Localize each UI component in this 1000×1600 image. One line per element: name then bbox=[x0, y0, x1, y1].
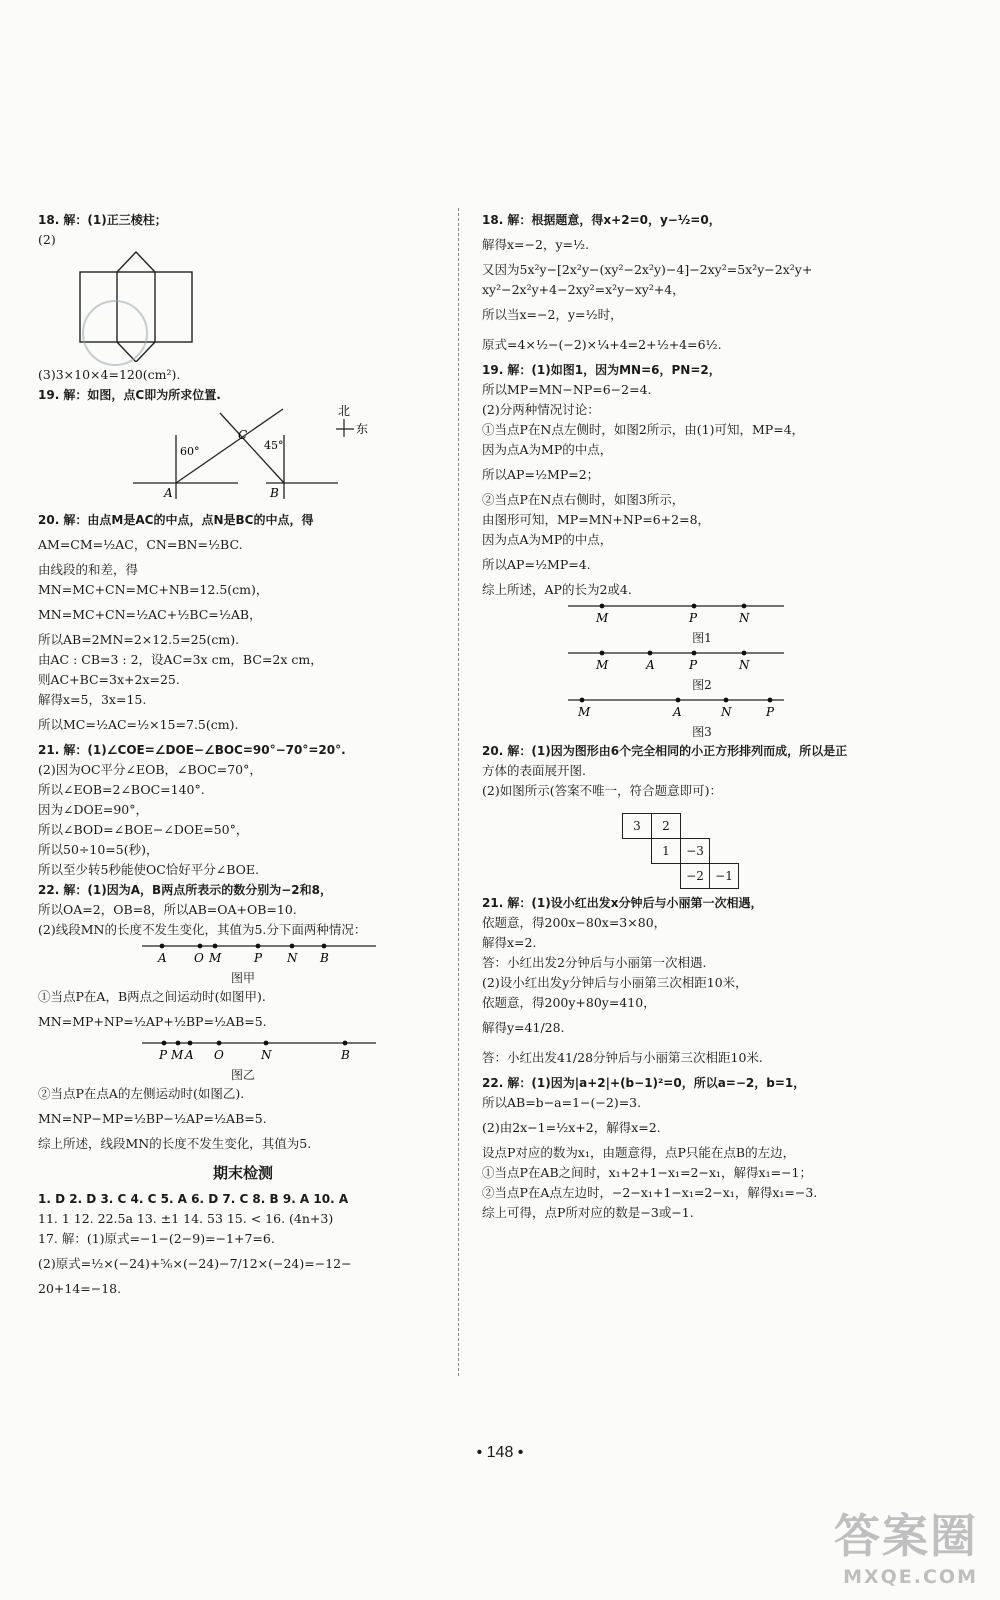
q20-line-7: 则AC+BC=3x+2x=25. bbox=[38, 672, 180, 687]
q22-line-5: ②当点P在点A的左侧运动时(如图乙). bbox=[38, 1086, 245, 1101]
r19-line-5: 所以AP=½MP=2； bbox=[482, 467, 600, 482]
q20-line-9: 所以MC=½AC=½×15=7.5(cm). bbox=[38, 717, 239, 732]
angle-a-label: 60° bbox=[180, 445, 200, 458]
figure-caption-jia: 图甲 bbox=[230, 971, 255, 985]
point-dot bbox=[648, 651, 653, 656]
point-dot bbox=[580, 698, 585, 703]
q20-line-4: MN=MC+CN=½AC+½BC=½AB， bbox=[38, 607, 262, 622]
compass-east-label: 东 bbox=[356, 422, 369, 436]
cube-net-figure bbox=[482, 801, 922, 893]
point-dot bbox=[198, 944, 203, 949]
q17-part2: (2)原式=½×(−24)+⅚×(−24)−7/12×(−24)=−12− bbox=[38, 1256, 352, 1271]
r20-line-2: (2)如图所示(答案不唯一，符合题意即可)： bbox=[482, 783, 722, 798]
point-dot bbox=[692, 651, 697, 656]
point-label: A bbox=[185, 1048, 194, 1062]
r19-line-8: 因为点A为MP的中点， bbox=[482, 532, 613, 547]
point-label: P bbox=[689, 611, 698, 625]
r21-line-4: (2)设小红出发y分钟后与小丽第三次相距10米， bbox=[482, 975, 748, 990]
watermark-site: MXQE.COM bbox=[843, 1566, 978, 1588]
q18-heading: 18. 解：(1)正三棱柱； bbox=[38, 213, 167, 227]
q20-line-3: MN=MC+CN=MC+NB=12.5(cm)， bbox=[38, 582, 269, 597]
empty-cell bbox=[652, 864, 681, 889]
q22-line-4: MN=MP+NP=½AP+½BP=½AB=5. bbox=[38, 1014, 267, 1029]
net-cell: 3 bbox=[623, 814, 652, 839]
q18-part2-label: (2) bbox=[38, 232, 56, 247]
point-dot bbox=[676, 698, 681, 703]
point-dot bbox=[343, 1041, 348, 1046]
point-dot bbox=[256, 944, 261, 949]
segment-figure-1 bbox=[482, 600, 922, 626]
point-b-label: B bbox=[270, 486, 279, 500]
q17-part1: 17. 解：(1)原式=−1−(2−9)=−1+7=6. bbox=[38, 1231, 275, 1246]
point-label: M bbox=[596, 611, 609, 625]
answers-11-16: 11. 1 12. 22.5a 13. ±1 14. 53 15. < 16. (4n+3) bbox=[38, 1211, 334, 1226]
r18-line-5: 原式=4×½−(−2)×¼+4=2+½+4=6½. bbox=[482, 337, 722, 352]
figure-caption-2: 图2 bbox=[692, 678, 712, 692]
point-label: O bbox=[194, 951, 204, 965]
r19-line-0: 19. 解：(1)如图1，因为MN=6，PN=2， bbox=[482, 363, 721, 377]
q20-line-6: 由AC : CB=3 : 2，设AC=3x cm，BC=2x cm， bbox=[38, 652, 323, 667]
q22-line-6: MN=NP−MP=½BP−½AP=½AB=5. bbox=[38, 1111, 267, 1126]
right-column bbox=[482, 210, 922, 1223]
r22-line-6: 综上可得，点P所对应的数是−3或−1. bbox=[482, 1205, 694, 1220]
figure-caption-yi: 图乙 bbox=[230, 1068, 255, 1082]
q22-line-2: (2)线段MN的长度不发生变化，其值为5.分下面两种情况： bbox=[38, 922, 367, 937]
r19-line-2: (2)分两种情况讨论： bbox=[482, 402, 600, 417]
point-label: B bbox=[320, 951, 329, 965]
point-dot bbox=[742, 604, 747, 609]
q21-line-0: 21. 解：(1)∠COE=∠DOE−∠BOC=90°−70°=20°. bbox=[38, 743, 346, 757]
r22-line-2: (2)由2x−1=½x+2，解得x=2. bbox=[482, 1120, 661, 1135]
r21-line-7: 答：小红出发41/28分钟后与小丽第三次相距10米. bbox=[482, 1050, 763, 1065]
point-label: B bbox=[341, 1048, 350, 1062]
column-divider bbox=[458, 208, 459, 1376]
q21-line-4: 所以∠BOD=∠BOE−∠DOE=50°， bbox=[38, 822, 249, 837]
point-label: O bbox=[214, 1048, 224, 1062]
q22-line-1: 所以OA=2，OB=8，所以AB=OA+OB=10. bbox=[38, 902, 297, 917]
q21-line-1: (2)因为OC平分∠EOB，∠BOC=70°， bbox=[38, 762, 262, 777]
segment-figure-2 bbox=[482, 647, 922, 673]
cube-net-grid bbox=[622, 813, 739, 889]
point-dot bbox=[600, 604, 605, 609]
q19-heading: 19. 解：如图，点C即为所求位置. bbox=[38, 388, 221, 402]
watermark-logo: 答案圈 bbox=[834, 1509, 978, 1563]
point-label: P bbox=[766, 705, 775, 719]
empty-cell bbox=[710, 839, 739, 864]
r19-line-7: 由图形可知，MP=MN+NP=6+2=8， bbox=[482, 512, 711, 527]
r18-line-4: 所以当x=−2，y=½时， bbox=[482, 307, 623, 322]
q20-line-2: 由线段的和差，得 bbox=[38, 562, 139, 577]
angle-b-label: 45° bbox=[264, 439, 284, 452]
q17-part2-cont: 20+14=−18. bbox=[38, 1281, 122, 1296]
point-dot bbox=[742, 651, 747, 656]
point-label: P bbox=[689, 658, 698, 672]
point-dot bbox=[768, 698, 773, 703]
net-top-triangle bbox=[117, 252, 155, 272]
q21-line-2: 所以∠EOB=2∠BOC=140°. bbox=[38, 782, 205, 797]
r19-line-4: 因为点A为MP的中点， bbox=[482, 442, 613, 457]
net-cell: −3 bbox=[681, 839, 710, 864]
point-label: M bbox=[596, 658, 609, 672]
r22-line-4: ①当点P在AB之间时，x₁+2+1−x₁=2−x₁，解得x₁=−1； bbox=[482, 1165, 812, 1180]
point-label: P bbox=[254, 951, 263, 965]
r21-line-2: 解得x=2. bbox=[482, 935, 537, 950]
point-dot bbox=[188, 1041, 193, 1046]
r21-line-5: 依题意，得200y+80y=410， bbox=[482, 995, 656, 1010]
point-label: N bbox=[739, 611, 750, 625]
point-dot bbox=[290, 944, 295, 949]
point-label: N bbox=[287, 951, 298, 965]
point-dot bbox=[213, 944, 218, 949]
point-label: A bbox=[673, 705, 682, 719]
r18-line-2: 又因为5x²y−[2x²y−(xy²−2x²y)−4]−2xy²=5x²y−2x²y+ bbox=[482, 262, 813, 277]
point-label: A bbox=[158, 951, 167, 965]
r19-line-1: 所以MP=MN−NP=6−2=4. bbox=[482, 382, 652, 397]
figure-caption-3: 图3 bbox=[692, 725, 712, 739]
r18-line-3: xy²−2x²y+4−2xy²=x²y−xy²+4， bbox=[482, 282, 685, 297]
page-number: • 148 • bbox=[476, 1444, 524, 1461]
point-dot bbox=[217, 1041, 222, 1046]
r19-line-3: ①当点P在N点左侧时，如图2所示，由(1)可知，MP=4， bbox=[482, 422, 805, 437]
r20-line-0: 20. 解：(1)因为图形由6个完全相同的小正方形排列而成，所以是正 bbox=[482, 744, 848, 758]
ink-stamp-mark bbox=[82, 300, 148, 366]
q20-line-0: 20. 解：由点M是AC的中点，点N是BC的中点，得 bbox=[38, 513, 314, 527]
figure-caption-1: 图1 bbox=[692, 631, 712, 645]
q21-line-6: 所以至少转5秒能使OC恰好平分∠BOE. bbox=[38, 862, 260, 877]
q22-line-3: ①当点P在A，B两点之间运动时(如图甲). bbox=[38, 989, 266, 1004]
answers-1-10: 1. D 2. D 3. C 4. C 5. A 6. D 7. C 8. B 9. A 10. A bbox=[38, 1192, 349, 1206]
r21-line-1: 依题意，得200x−80x=3×80， bbox=[482, 915, 667, 930]
net-cell: −1 bbox=[710, 864, 739, 889]
r22-line-3: 设点P对应的数为x₁，由题意得，点P只能在点B的左边， bbox=[482, 1145, 796, 1160]
r22-line-5: ②当点P在A点左边时，−2−x₁+1−x₁=2−x₁，解得x₁=−3. bbox=[482, 1185, 818, 1200]
point-label: A bbox=[646, 658, 655, 672]
net-cell: 1 bbox=[652, 839, 681, 864]
point-label: N bbox=[739, 658, 750, 672]
point-label: M bbox=[209, 951, 222, 965]
empty-cell bbox=[623, 839, 652, 864]
point-label: P bbox=[159, 1048, 168, 1062]
r21-line-0: 21. 解：(1)设小红出发x分钟后与小丽第一次相遇， bbox=[482, 896, 763, 910]
r19-line-10: 综上所述，AP的长为2或4. bbox=[482, 582, 632, 597]
point-dot bbox=[264, 1041, 269, 1046]
empty-cell bbox=[623, 864, 652, 889]
point-c-label: C bbox=[238, 428, 248, 442]
final-exam-title: 期末检测 bbox=[212, 1164, 273, 1182]
location-figure bbox=[38, 405, 438, 507]
r22-line-1: 所以AB=b−a=1−(−2)=3. bbox=[482, 1095, 642, 1110]
empty-cell bbox=[681, 814, 710, 839]
left-column bbox=[38, 210, 448, 1299]
compass-north-label: 北 bbox=[338, 405, 351, 418]
point-a-label: A bbox=[164, 486, 173, 500]
q22-line-0: 22. 解：(1)因为A，B两点所表示的数分别为−2和8， bbox=[38, 883, 332, 897]
point-label: N bbox=[721, 705, 732, 719]
r19-line-9: 所以AP=½MP=4. bbox=[482, 557, 591, 572]
q21-line-3: 因为∠DOE=90°， bbox=[38, 802, 148, 817]
net-cell: −2 bbox=[681, 864, 710, 889]
point-label: M bbox=[171, 1048, 184, 1062]
r18-line-0: 18. 解：根据题意，得x+2=0，y−½=0， bbox=[482, 213, 721, 227]
segment-figure-3 bbox=[482, 694, 922, 720]
q20-line-1: AM=CM=½AC，CN=BN=½BC. bbox=[38, 537, 243, 552]
r20-line-1: 方体的表面展开图. bbox=[482, 763, 586, 778]
point-label: N bbox=[261, 1048, 272, 1062]
r21-line-6: 解得y=41/28. bbox=[482, 1020, 565, 1035]
r21-line-3: 答：小红出发2分钟后与小丽第一次相遇. bbox=[482, 955, 707, 970]
q20-line-5: 所以AB=2MN=2×12.5=25(cm). bbox=[38, 632, 240, 647]
point-label: M bbox=[578, 705, 591, 719]
point-dot bbox=[160, 944, 165, 949]
r19-line-6: ②当点P在N点右侧时，如图3所示， bbox=[482, 492, 685, 507]
q22-line-7: 综上所述，线段MN的长度不发生变化，其值为5. bbox=[38, 1136, 312, 1151]
empty-cell bbox=[710, 814, 739, 839]
number-line-figure-jia bbox=[38, 940, 438, 966]
point-dot bbox=[600, 651, 605, 656]
point-dot bbox=[322, 944, 327, 949]
r18-line-1: 解得x=−2，y=½. bbox=[482, 237, 590, 252]
point-dot bbox=[692, 604, 697, 609]
r22-line-0: 22. 解：(1)因为|a+2|+(b−1)²=0，所以a=−2，b=1， bbox=[482, 1076, 806, 1090]
point-dot bbox=[724, 698, 729, 703]
q20-line-8: 解得x=5，3x=15. bbox=[38, 692, 147, 707]
net-cell: 2 bbox=[652, 814, 681, 839]
point-dot bbox=[176, 1041, 181, 1046]
number-line-figure-yi bbox=[38, 1037, 438, 1063]
q21-line-5: 所以50÷10=5(秒)， bbox=[38, 842, 159, 857]
q18-part3: (3)3×10×4=120(cm²). bbox=[38, 367, 181, 382]
point-dot bbox=[162, 1041, 167, 1046]
